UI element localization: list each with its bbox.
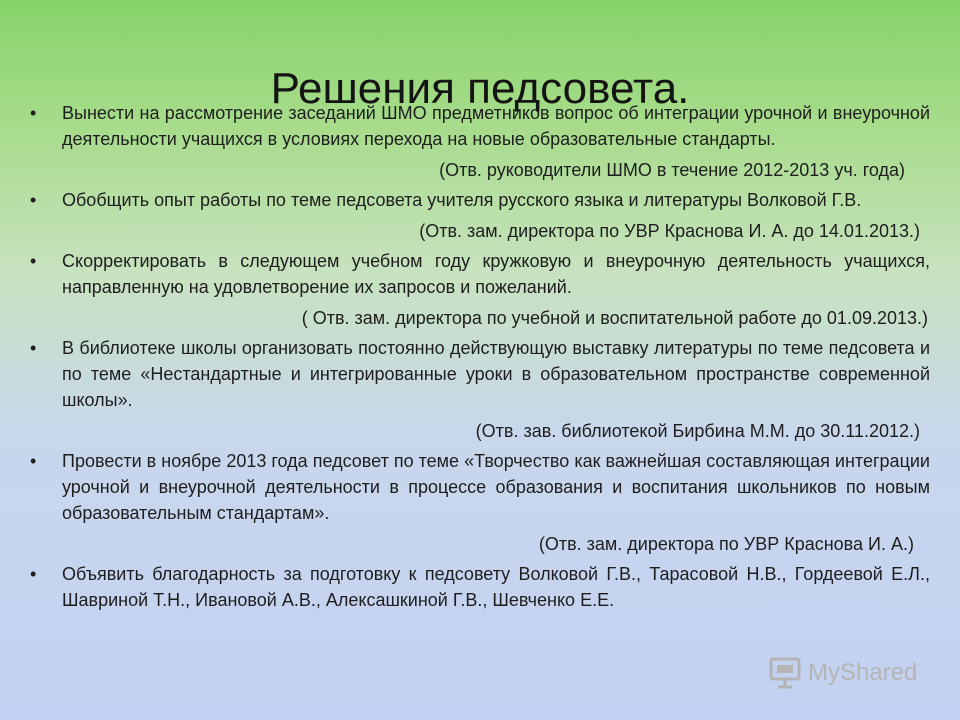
item-text: Вынести на рассмотрение заседаний ШМО предметников вопрос об интеграции урочной и внеурочной деятельности учащихся в условиях перехода на новые образовательные стандарты. — [62, 103, 930, 149]
list-item — [30, 248, 930, 300]
presentation-icon — [768, 656, 802, 690]
watermark-text: MyShared — [808, 659, 918, 686]
myshared-logo[interactable] — [768, 656, 917, 690]
item-text: Скорректировать в следующем учебном году кружковую и внеурочную деятельность учащихся, направленную на удовлетворение их запросов и пожеланий. — [62, 251, 930, 297]
item-text: В библиотеке школы организовать постоянно действующую выставку литературы по теме педсовета и по теме «Нестандартные и интегрированные уроки в образовательном пространстве современной школы». — [62, 338, 930, 410]
responsible-note: ( Отв. зам. директора по учебной и воспитательной работе до 01.09.2013.) — [301, 308, 928, 328]
responsible-note: (Отв. руководители ШМО в течение 2012-2013 уч. года) — [439, 160, 905, 180]
list-item — [30, 187, 930, 213]
responsible-note: (Отв. зам. директора по УВР Краснова И. А.) — [538, 534, 914, 554]
page-title: Решения педсовета. — [270, 64, 690, 114]
list-item — [30, 561, 930, 613]
bullet: • — [30, 338, 37, 358]
list-item — [30, 100, 930, 152]
bullet: • — [30, 103, 37, 123]
bullet: • — [30, 190, 37, 210]
bullet: • — [30, 451, 37, 471]
item-text: Провести в ноябре 2013 года педсовет по теме «Творчество как важнейшая составляющая интеграции урочной и внеурочной деятельности в процессе образования и воспитания школьников по новым образовательным стандартам». — [62, 451, 930, 523]
list-item — [30, 448, 930, 526]
decisions-list — [30, 100, 930, 613]
item-text: Обобщить опыт работы по теме педсовета учителя русского языка и литературы Волковой Г.В. — [62, 190, 862, 210]
bullet: • — [30, 251, 37, 271]
item-text: Объявить благодарность за подготовку к педсовету Волковой Г.В., Тарасовой Н.В., Гордеевой Е.Л., Шавриной Т.Н., Ивановой А.В., Алексашкиной Г.В., Шевченко Е.Е. — [62, 564, 930, 610]
responsible-note: (Отв. зав. библиотекой Бирбина М.М. до 30.11.2012.) — [475, 421, 920, 441]
list-item — [30, 335, 930, 413]
responsible-note: (Отв. зам. директора по УВР Краснова И. А. до 14.01.2013.) — [419, 221, 920, 241]
bullet: • — [30, 564, 37, 584]
